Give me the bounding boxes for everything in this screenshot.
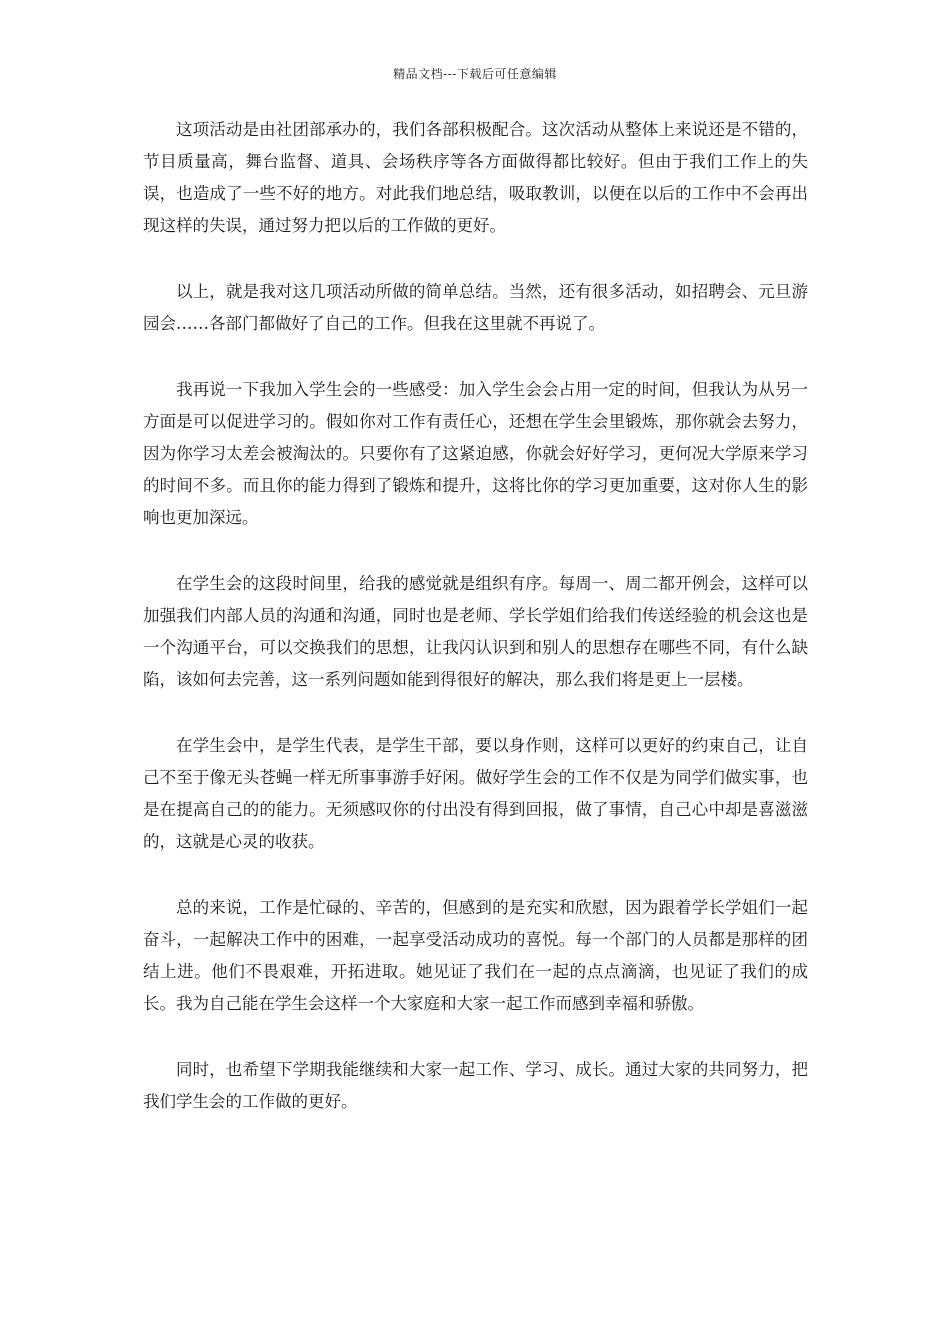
document-body <box>143 114 808 1152</box>
paragraph-organization: 在学生会的这段时间里，给我的感觉就是组织有序。每周一、周二都开例会，这样可以加强我们内部人员的沟通和沟通，同时也是老师、学长学姐们给我们传送经验的机会这也是一个沟通平台，可以交换我们的思想，让我闪认识到和别人的思想存在哪些不同，有什么缺陷，该如何去完善，这一系列问题如能到得很好的解决，那么我们将是更上一层楼。 <box>143 574 808 689</box>
paragraph-joining-feelings: 我再说一下我加入学生会的一些感受：加入学生会会占用一定的时间，但我认为从另一方面是可以促进学习的。假如你对工作有责任心，还想在学生会里锻炼，那你就会去努力，因为你学习太差会被淘汰的。只要你有了这紧迫感，你就会好好学习，更何况大学原来学习的时间不多。而且你的能力得到了锻炼和提升，这将比你的学习更加重要，这对你人生的影响也更加深远。 <box>143 380 808 527</box>
paragraph-other-activities: 以上，就是我对这几项活动所做的简单总结。当然，还有很多活动，如招聘会、元旦游园会……各部门都做好了自己的工作。但我在这里就不再说了。 <box>143 282 808 333</box>
paragraph-closing: 同时，也希望下学期我能继续和大家一起工作、学习、成长。通过大家的共同努力，把我们学生会的工作做的更好。 <box>143 1060 808 1111</box>
paragraph-student-cadre: 在学生会中，是学生代表，是学生干部，要以身作则，这样可以更好的约束自己，让自己不至于像无头苍蝇一样无所事事游手好闲。做好学生会的工作不仅是为同学们做实事，也是在提高自己的的能力。无须感叹你的付出没有得到回报，做了事情，自己心中却是喜滋滋的，这就是心灵的收获。 <box>143 736 808 851</box>
paragraph-overall: 总的来说，工作是忙碌的、辛苦的，但感到的是充实和欣慰，因为跟着学长学姐们一起奋斗，一起解决工作中的困难，一起享受活动成功的喜悦。每一个部门的人员都是那样的团结上进。他们不畏艰难，开拓进取。她见证了我们在一起的点点滴滴，也见证了我们的成长。我为自己能在学生会这样一个大家庭和大家一起工作而感到幸福和骄傲。 <box>143 898 808 1013</box>
page-header: 精品文档---下载后可任意编辑 <box>393 67 557 81</box>
paragraph-activity-summary: 这项活动是由社团部承办的，我们各部积极配合。这次活动从整体上来说还是不错的，节目质量高，舞台监督、道具、会场秩序等各方面做得都比较好。但由于我们工作上的失误，也造成了一些不好的地方。对此我们地总结，吸取教训，以便在以后的工作中不会再出现这样的失误，通过努力把以后的工作做的更好。 <box>143 120 808 235</box>
